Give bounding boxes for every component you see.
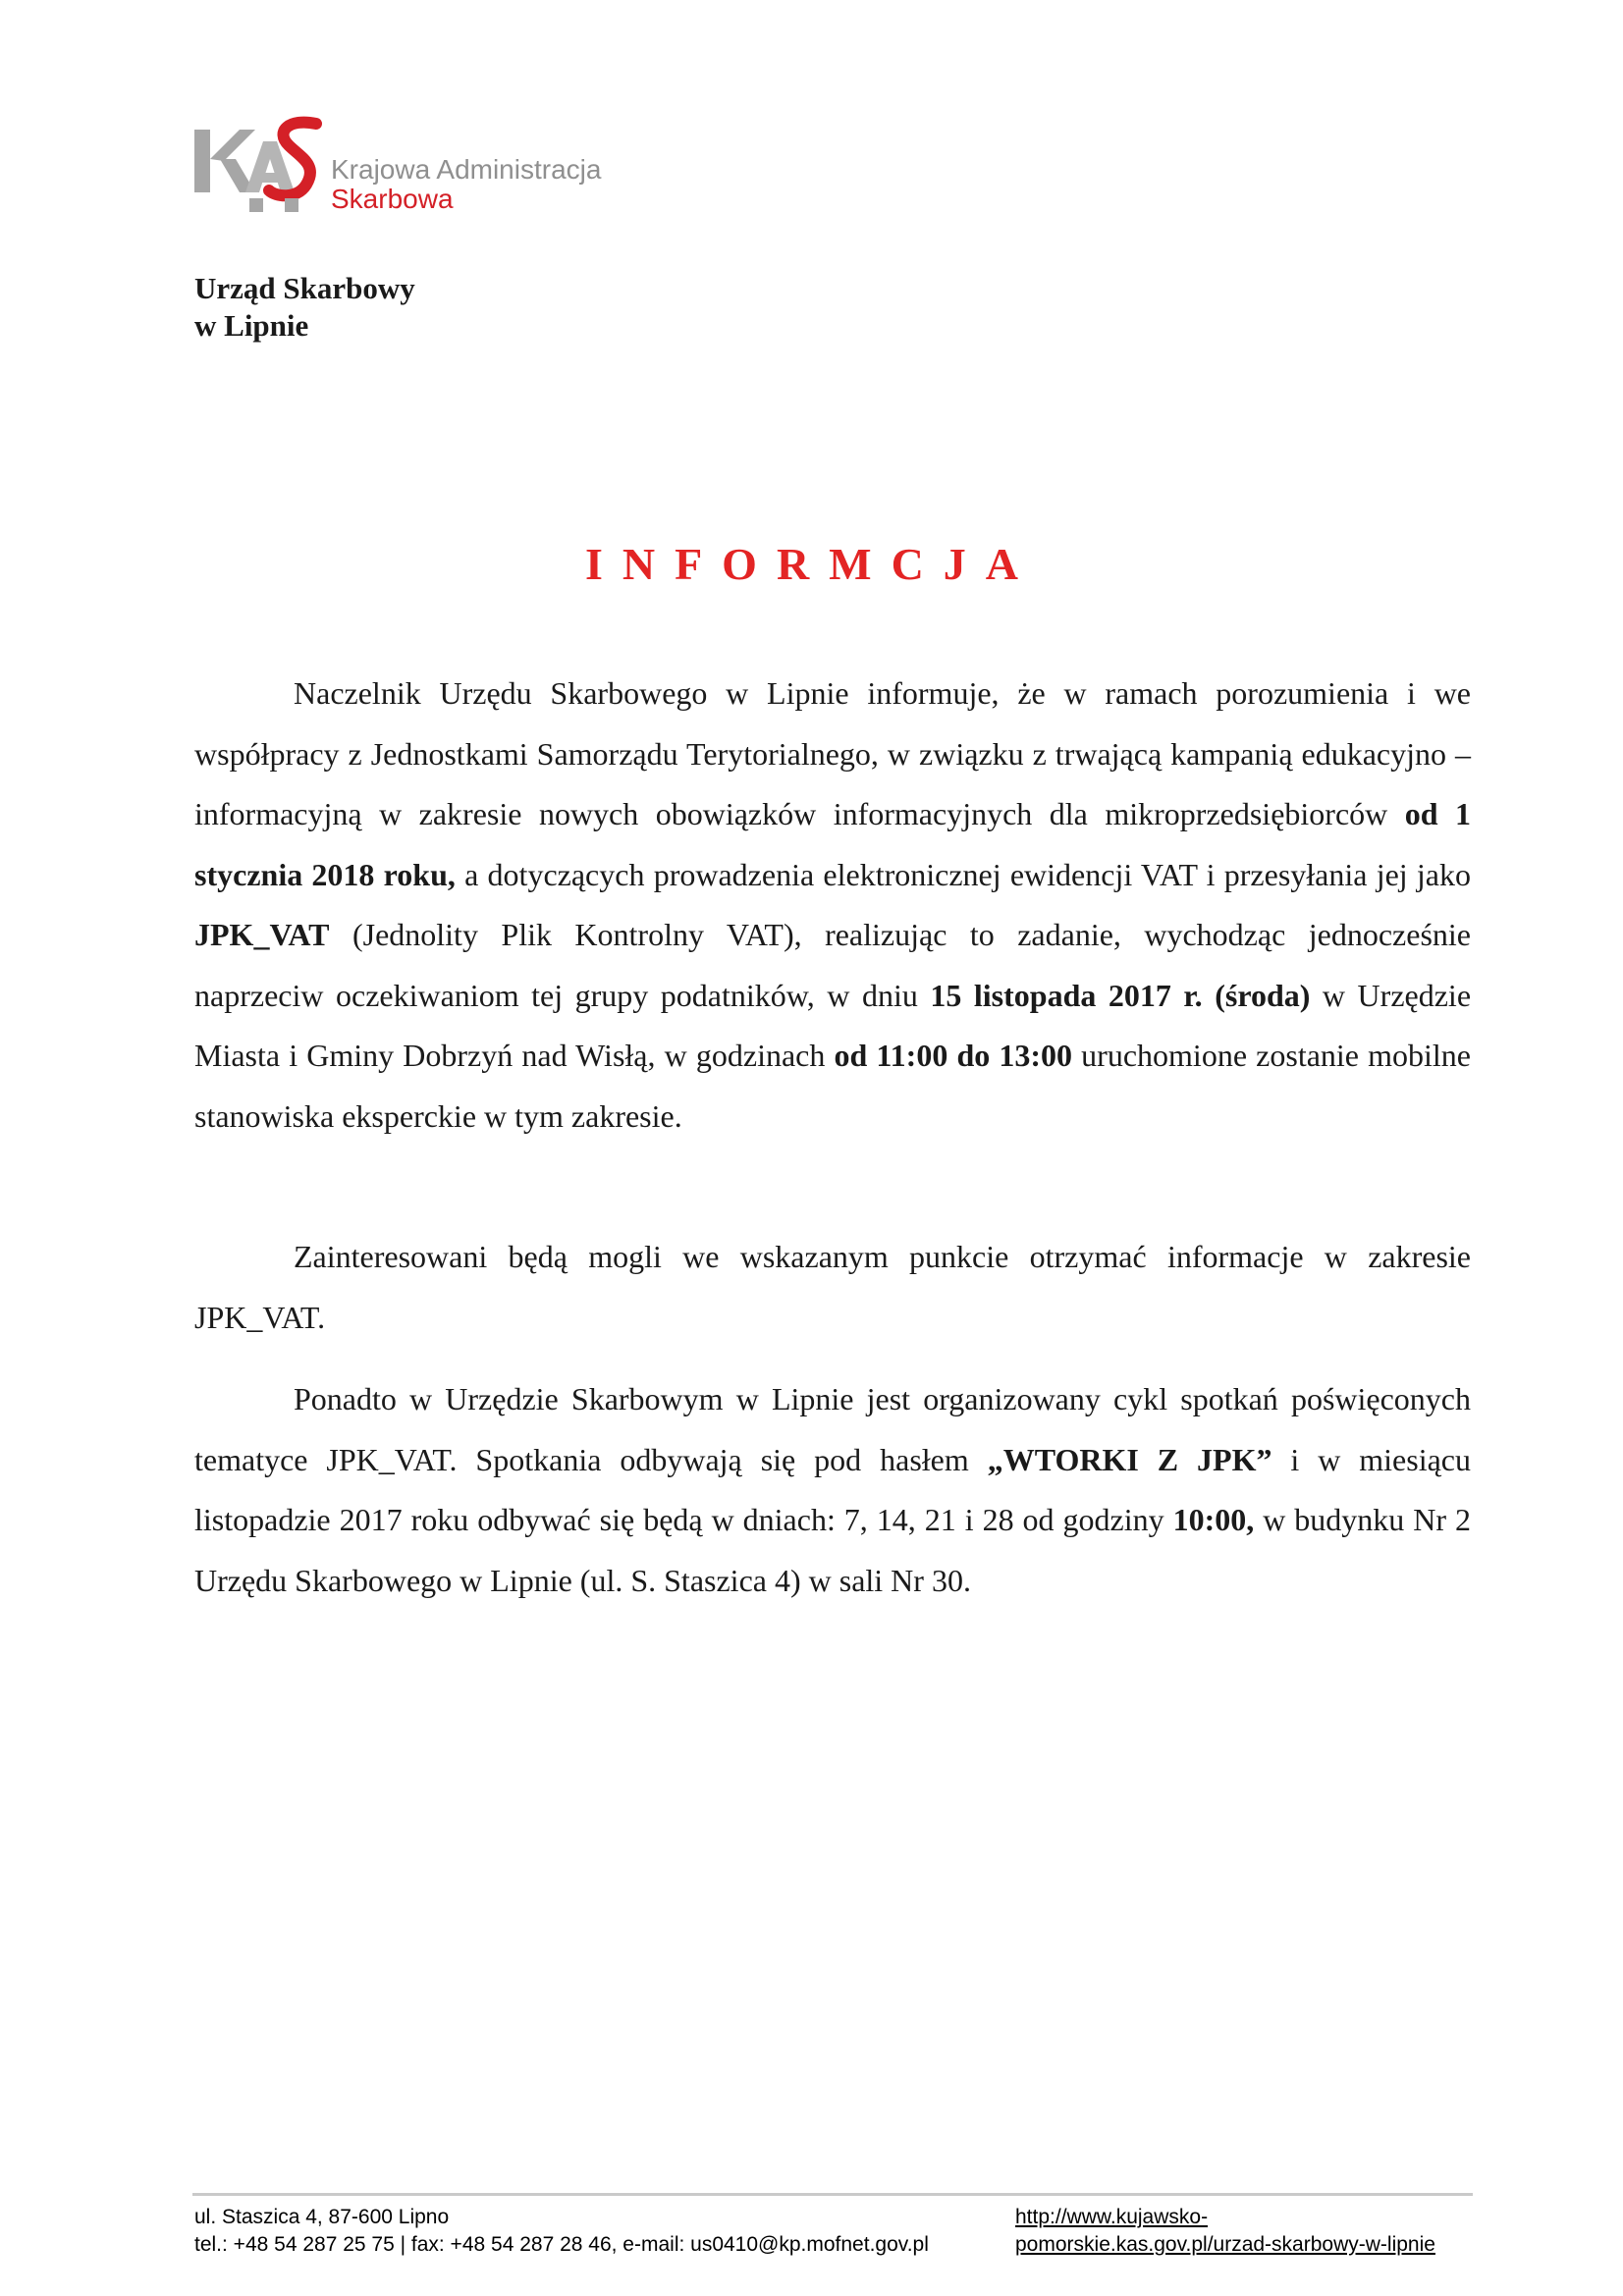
paragraph-3-text-1: Ponadto w Urzędzie Skarbowym w Lipnie jest organizowany cykl spotkań poświęconych tematyce JPK_VAT. Spotkania odbywają się pod hasłem	[194, 1381, 1471, 1477]
kas-emblem-icon	[190, 116, 323, 214]
logo-line-1: Krajowa Administracja	[331, 154, 602, 185]
footer-url-line-1[interactable]: http://www.kujawsko-	[1015, 2206, 1209, 2228]
paragraph-2-text: Zainteresowani będą mogli we wskazanym punkcie otrzymać informacje w zakresie JPK_VAT.	[194, 1239, 1471, 1335]
footer-url-line-2[interactable]: pomorskie.kas.gov.pl/urzad-skarbowy-w-lipnie	[1015, 2233, 1435, 2256]
kas-logo	[190, 116, 622, 219]
office-location: w Lipnie	[194, 308, 309, 343]
paragraph-3	[194, 1369, 1471, 1611]
logo-wordmark	[331, 155, 601, 214]
page-title: INFORMCJA	[584, 539, 1039, 589]
office-header	[194, 270, 415, 345]
paragraph-2	[194, 1227, 1471, 1348]
logo-line-2: Skarbowa	[331, 184, 454, 214]
footer-address: ul. Staszica 4, 87-600 Lipno	[194, 2206, 450, 2228]
paragraph-1-text-5: uruchomione zostanie mobilne stanowiska eksperckie w tym zakresie.	[194, 1038, 1472, 1134]
paragraph-1-bold-2: JPK_VAT	[194, 917, 330, 952]
paragraph-1-bold-4: od 11:00 do 13:00	[834, 1038, 1073, 1073]
footer-phone-email: tel.: +48 54 287 25 75 | fax: +48 54 287 28 46, e-mail: us0410@kp.mofnet.gov.pl	[194, 2233, 929, 2256]
paragraph-1-text-4: w Urzędzie Miasta i Gminy Dobrzyń nad Wisłą, w godzinach	[194, 977, 1472, 1073]
paragraph-1-bold-1: od 1 stycznia 2018 roku,	[194, 796, 1472, 892]
paragraph-3-text-2: i w miesiącu listopadzie 2017 roku odbywać się będą w dniach: 7, 14, 21 i 28 od godziny	[194, 1441, 1472, 1537]
paragraph-1-bold-3: 15 listopada 2017 r. (środa)	[930, 977, 1311, 1013]
paragraph-3-bold-1: „WTORKI Z JPK”	[987, 1441, 1272, 1477]
paragraph-1-text-3: (Jednolity Plik Kontrolny VAT), realizując to zadanie, wychodząc jednocześnie naprzeciw oczekiwaniom tej grupy podatników, w dniu	[194, 917, 1471, 1013]
paragraph-1	[194, 664, 1471, 1147]
paragraph-3-text-3: w budynku Nr 2 Urzędu Skarbowego w Lipnie (ul. S. Staszica 4) w sali Nr 30.	[194, 1502, 1472, 1598]
footer-divider	[192, 2193, 1473, 2196]
paragraph-1-text-1: Naczelnik Urzędu Skarbowego w Lipnie informuje, że w ramach porozumienia i we współpracy z Jednostkami Samorządu Terytorialnego, w związku z trwającą kampanią edukacyjno – informacyjną w zakresie nowych obowiązków informacyjnych dla mikroprzedsiębiorców	[194, 675, 1471, 831]
office-name: Urząd Skarbowy	[194, 271, 415, 305]
paragraph-1-text-2: a dotyczących prowadzenia elektronicznej ewidencji VAT i przesyłania jej jako	[455, 856, 1472, 892]
footer-website-link[interactable]	[1015, 2204, 1435, 2259]
footer-contact	[194, 2204, 929, 2259]
paragraph-3-bold-2: 10:00,	[1172, 1502, 1255, 1537]
